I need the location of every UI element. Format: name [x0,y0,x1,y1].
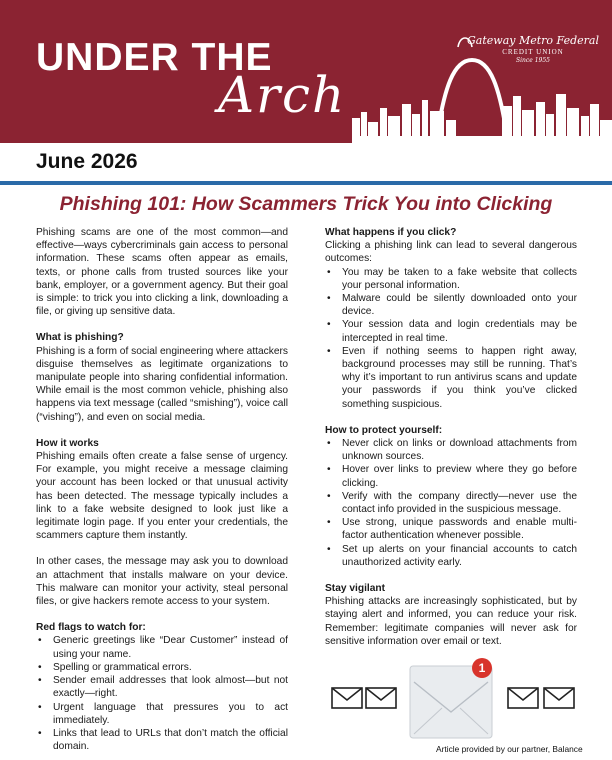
envelope-icon [366,688,396,708]
list-item: • Use strong, unique passwords and enable multi-factor authentication whenever possible. [325,516,577,542]
article-credit: Article provided by our partner, Balance [436,744,583,754]
red-flags-list [36,634,288,753]
notification-badge-icon [472,658,492,678]
what-is-heading: What is phishing? [36,332,124,344]
list-item: • Set up alerts on your financial accounts to catch unauthorized activity early. [325,543,577,569]
issue-date: June 2026 [36,150,138,173]
list-item: • Spelling or grammatical errors. [36,661,288,674]
list-item: • Verify with the company directly—never use the contact info provided in the suspicious message. [325,490,577,516]
masthead-script-title: Arch [218,66,347,124]
masthead-title: UNDER THE [36,36,273,79]
what-happens-body: Clicking a phishing link can lead to several dangerous outcomes: [325,240,577,265]
list-item: • Even if nothing seems to happen right away, background processes may still be running. That’s why it’s important to run antivirus scans and update your passwords if you think you’ve clicked something suspicious. [325,345,577,411]
masthead-banner [0,0,612,143]
list-item: • Malware could be silently downloaded onto your device. [325,292,577,318]
how-it-works-body: Phishing emails often create a false sense of urgency. For example, you might receive a message claiming your account has been locked or that unusual activity has been detected. The message typically includes a link to a fake website designed to look just like a legitimate login page. If you enter your credentials, the scammers capture them instantly. [36,451,288,542]
what-is-body: Phishing is a form of social engineering where attackers disguise themselves as legitimate organizations to manipulate people into sharing confidential information. While email is the most common vehicle, phishing also happens via text message (called “smishing”), voice call (“vishing”), and even on social media. [36,345,288,423]
credit-union-logo [458,34,608,64]
divider-rule [0,181,612,185]
arch-logo-icon [456,32,474,48]
what-happens-heading: What happens if you click? [325,227,457,238]
st-louis-skyline-illustration [352,56,612,143]
logo-since: Since 1955 [516,57,550,64]
list-item: • Links that lead to URLs that don’t match the official domain. [36,727,288,753]
list-item: • Generic greetings like “Dear Customer” instead of using your name. [36,634,288,660]
list-item: • Never click on links or download attachments from unknown sources. [325,437,577,463]
list-item: • Your session data and login credentials may be intercepted in real time. [325,318,577,344]
stay-vigilant-heading: Stay vigilant [325,583,386,595]
intro-paragraph: Phishing scams are one of the most common—and effective—ways cybercriminals gain access to personal information. These scams often appear as emails, texts, or phone calls from trusted sources like your bank, employer, or a government agency. But their goal is simple: to trick you into clicking a link, downloading a file, or giving up sensitive data. [36,227,288,318]
red-flags-heading: Red flags to watch for: [36,622,146,634]
right-column [325,226,577,648]
email-notification-illustration [322,656,584,742]
list-item: • Hover over links to preview where they go before clicking. [325,463,577,489]
envelope-icon [544,688,574,708]
logo-name: Gateway Metro Federal [467,34,599,47]
list-item: • Sender email addresses that look almost—but not exactly—right. [36,674,288,700]
stay-vigilant-body: Phishing attacks are increasingly sophisticated, but by staying alert and informed, you can reduce your risk. Remember: legitimate companies will never ask for sensitive information over email or text. [325,596,577,647]
notification-count: 1 [478,661,486,675]
envelope-icon [332,688,362,708]
protect-heading: How to protect yourself: [325,424,443,436]
protect-list [325,437,577,569]
how-it-works-heading: How it works [36,437,99,449]
list-item: • You may be taken to a fake website that collects your personal information. [325,266,577,292]
logo-subtitle: CREDIT UNION [502,48,564,56]
article-headline: Phishing 101: How Scammers Trick You into Clicking [59,193,553,215]
how-it-works-body-2: In other cases, the message may ask you to download an attachment that installs malware on your device. This malware can monitor your activity, steal personal files, or give hackers remote access to your system. [36,556,288,608]
envelope-icon [508,688,538,708]
left-column [36,226,288,753]
list-item: • Urgent language that pressures you to act immediately. [36,701,288,727]
what-happens-list [325,266,577,411]
